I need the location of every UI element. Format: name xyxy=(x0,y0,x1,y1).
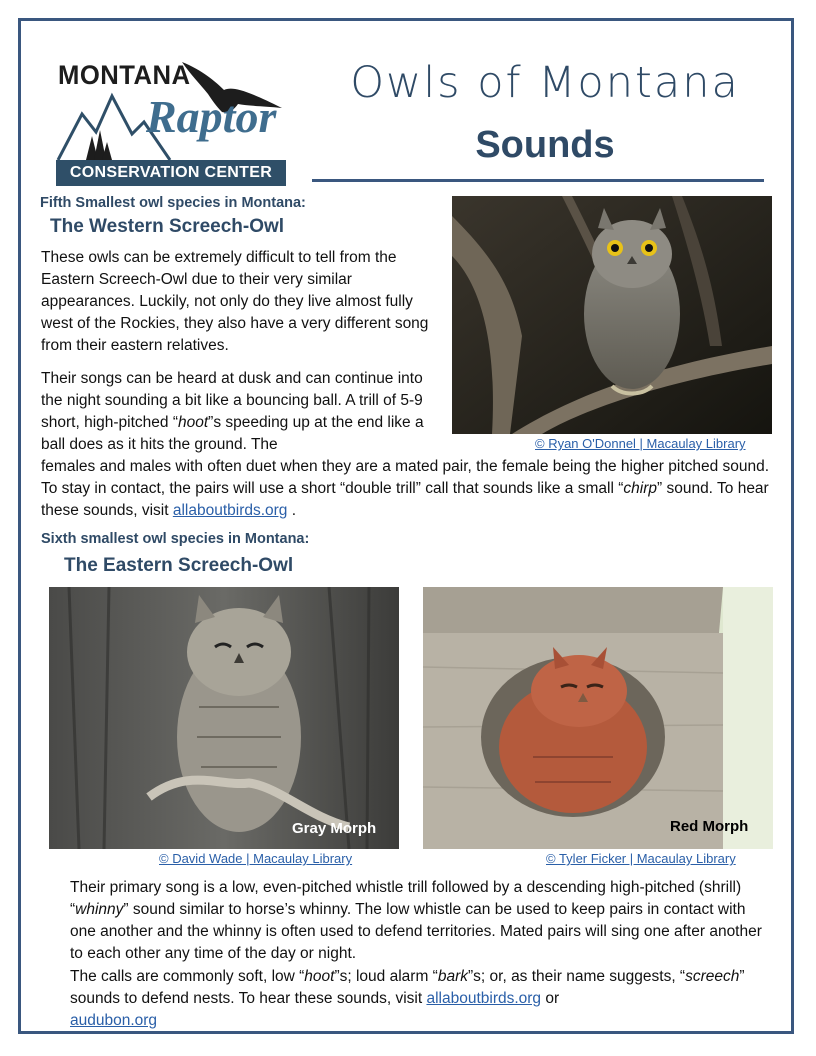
title-divider xyxy=(312,179,764,182)
page-title: Owls of Montana xyxy=(350,58,740,108)
western-paragraph-3: females and males with often duet when they are a mated pair, the female being the higher pitched sound. To stay in contact, the pairs will use a short “double trill” call that sounds like a small “chirp” sound. To hear these sounds, visit allaboutbirds.org . xyxy=(41,458,770,519)
eastern-heading: The Eastern Screech-Owl xyxy=(64,555,294,576)
logo-conservation-bar: CONSERVATION CENTER xyxy=(56,160,286,186)
montana-raptor-logo xyxy=(52,56,288,186)
logo-montana-text: MONTANA xyxy=(58,60,191,90)
western-heading: The Western Screech-Owl xyxy=(50,216,285,237)
eastern-paragraph-2: The calls are commonly soft, low “hoot”s; loud alarm “bark”s; or, as their name suggests, “screech” sounds to defend nests. To hear these sounds, visit allaboutbirds.org or audubon.org xyxy=(70,968,745,1029)
western-paragraph-2: Their songs can be heard at dusk and can continue into the night sounding a bit like a bouncing ball. A trill of 5-9 short, high-pitched “hoot”s speeding up at the end like a ball does as it hits the ground. The xyxy=(41,370,424,453)
allaboutbirds-link-western[interactable]: allaboutbirds.org xyxy=(172,502,288,519)
eastern-rank-label: Sixth smallest owl species in Montana: xyxy=(41,531,310,547)
western-rank-label: Fifth Smallest owl species in Montana: xyxy=(40,195,306,211)
western-screech-owl-photo xyxy=(452,196,772,434)
western-photo-credit[interactable]: © Ryan O'Donnel | Macaulay Library xyxy=(535,436,746,451)
red-morph-credit[interactable]: © Tyler Ficker | Macaulay Library xyxy=(546,851,736,866)
audubon-link[interactable]: audubon.org xyxy=(70,1012,158,1029)
gray-morph-credit[interactable]: © David Wade | Macaulay Library xyxy=(159,851,353,866)
red-morph-label: Red Morph xyxy=(670,818,749,835)
allaboutbirds-link-eastern[interactable]: allaboutbirds.org xyxy=(426,990,542,1007)
page-subtitle: Sounds xyxy=(475,124,615,166)
red-morph-photo xyxy=(423,587,773,849)
western-paragraph-1: These owls can be extremely difficult to tell from the Eastern Screech-Owl due to their very similar appearances. Luckily, not only do they live almost fully west of the Rockies, they also have a very different song from their eastern relatives. xyxy=(41,249,429,354)
gray-morph-photo xyxy=(49,587,399,849)
gray-morph-label: Gray Morph xyxy=(292,820,377,837)
logo-raptor-text: Raptor xyxy=(146,91,277,142)
eastern-paragraph-1: Their primary song is a low, even-pitched whistle trill followed by a descending high-pitched (shrill) “whinny” sound similar to horse’s whinny. The low whistle can be used to keep pairs in contact with one another and the whinny is often used to defend territories. Mated pairs will sing one after another to each other any time of the day or night. xyxy=(70,879,762,962)
